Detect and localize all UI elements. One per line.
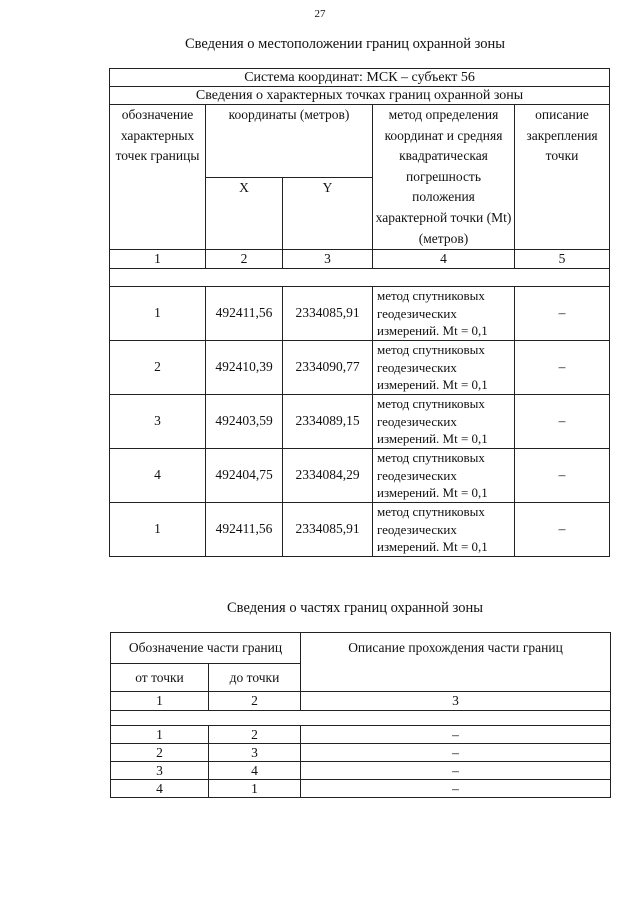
from-point: 1 [111, 726, 209, 744]
header-method: метод определения координат и средняя квадратическая погрешность положения характерной точки (Mt) (метров) [373, 105, 515, 250]
coord-y: 2334085,91 [283, 503, 373, 557]
part-description: – [301, 762, 611, 780]
part-description: – [301, 780, 611, 798]
table-row [110, 287, 610, 341]
fixing-cell: – [515, 287, 610, 341]
coord-x: 492410,39 [206, 341, 283, 395]
method-cell: метод спутниковых геодезических измерений. Mt = 0,1 [373, 395, 515, 449]
table-row [110, 341, 610, 395]
column-number: 4 [373, 250, 515, 269]
column-number: 1 [110, 250, 206, 269]
header-description: Описание прохождения части границ [301, 633, 611, 692]
from-point: 3 [111, 762, 209, 780]
spacer-row [111, 711, 611, 726]
fixing-cell: – [515, 395, 610, 449]
part-description: – [301, 744, 611, 762]
table-row [110, 503, 610, 557]
to-point: 4 [209, 762, 301, 780]
table-row [111, 762, 611, 780]
method-cell: метод спутниковых геодезических измерений. Mt = 0,1 [373, 503, 515, 557]
method-cell: метод спутниковых геодезических измерений. Mt = 0,1 [373, 341, 515, 395]
table-row [111, 780, 611, 798]
from-point: 4 [111, 780, 209, 798]
header-part: Обозначение части границ [111, 633, 301, 664]
point-number: 1 [110, 503, 206, 557]
coord-y: 2334090,77 [283, 341, 373, 395]
method-cell: метод спутниковых геодезических измерений. Mt = 0,1 [373, 287, 515, 341]
coordinate-system: Система координат: МСК – субъект 56 [110, 69, 610, 87]
column-number: 2 [206, 250, 283, 269]
table-row [111, 744, 611, 762]
column-number: 3 [283, 250, 373, 269]
part-description: – [301, 726, 611, 744]
section2-title: Сведения о частях границ охранной зоны [227, 600, 483, 616]
section1-title: Сведения о местоположении границ охранной зоны [184, 36, 505, 52]
coord-y: 2334085,91 [283, 287, 373, 341]
header-y: Y [283, 177, 373, 250]
table-row [110, 449, 610, 503]
column-number: 1 [111, 692, 209, 711]
column-number: 5 [515, 250, 610, 269]
fixing-cell: – [515, 449, 610, 503]
column-number: 3 [301, 692, 611, 711]
page-number: 27 [314, 8, 326, 20]
table-row [111, 726, 611, 744]
points-info-heading: Сведения о характерных точках границ охранной зоны [110, 87, 610, 105]
to-point: 1 [209, 780, 301, 798]
boundary-parts-table [110, 632, 611, 798]
spacer-row [110, 269, 610, 287]
coord-y: 2334089,15 [283, 395, 373, 449]
point-number: 1 [110, 287, 206, 341]
to-point: 2 [209, 726, 301, 744]
method-cell: метод спутниковых геодезических измерений. Mt = 0,1 [373, 449, 515, 503]
point-number: 4 [110, 449, 206, 503]
header-coordinates: координаты (метров) [206, 105, 373, 178]
table-row [110, 395, 610, 449]
to-point: 3 [209, 744, 301, 762]
coord-y: 2334084,29 [283, 449, 373, 503]
header-designation: обозначение характерных точек границы [110, 105, 206, 250]
header-x: X [206, 177, 283, 250]
header-from: от точки [111, 664, 209, 692]
point-number: 2 [110, 341, 206, 395]
header-fixing: описание закрепления точки [515, 105, 610, 250]
header-to: до точки [209, 664, 301, 692]
coord-x: 492403,59 [206, 395, 283, 449]
point-number: 3 [110, 395, 206, 449]
coord-x: 492404,75 [206, 449, 283, 503]
boundary-points-table [109, 68, 610, 557]
coord-x: 492411,56 [206, 503, 283, 557]
fixing-cell: – [515, 503, 610, 557]
coord-x: 492411,56 [206, 287, 283, 341]
column-number: 2 [209, 692, 301, 711]
from-point: 2 [111, 744, 209, 762]
fixing-cell: – [515, 341, 610, 395]
